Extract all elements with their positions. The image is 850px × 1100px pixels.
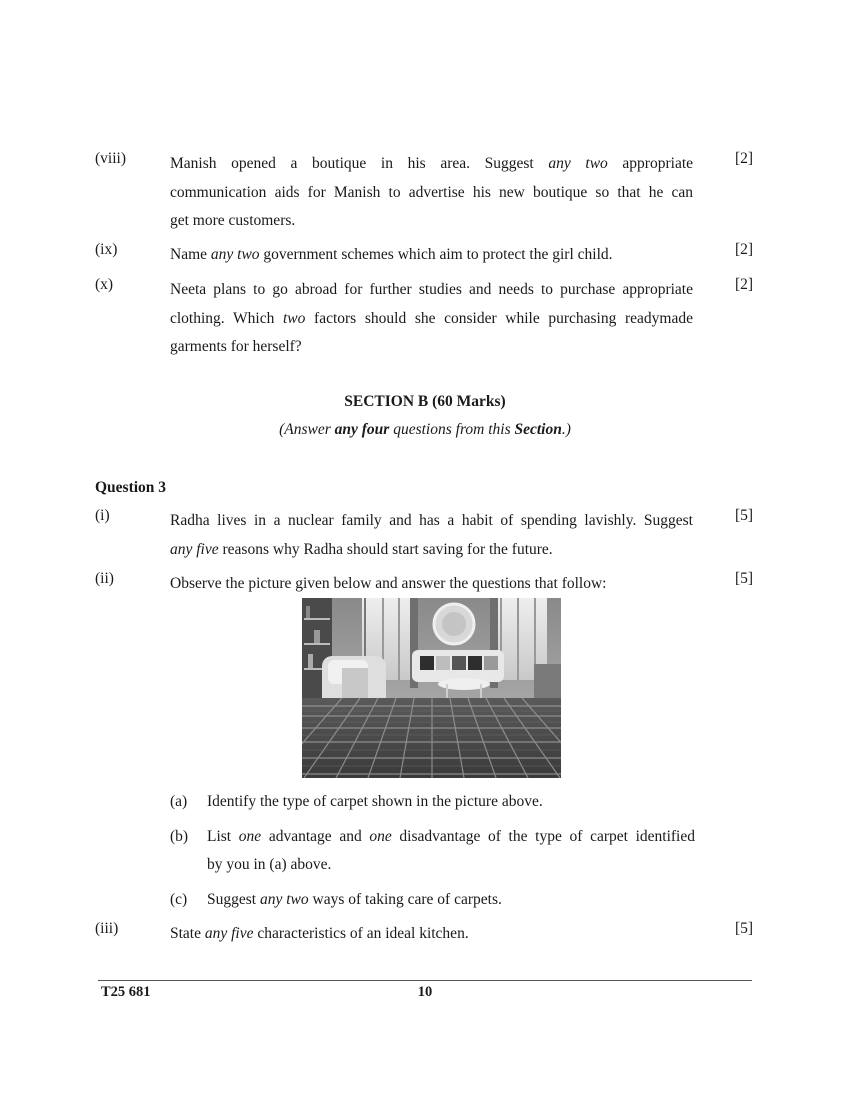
question-number: (x)	[95, 276, 114, 293]
question-number: (ii)	[95, 570, 114, 587]
question-text	[170, 241, 693, 270]
footer-divider	[98, 980, 752, 981]
paper-code: T25 681	[101, 984, 151, 1000]
section-title: SECTION B (60 Marks)	[344, 393, 506, 410]
section-instructions: (Answer any four questions from this Section.)	[279, 421, 571, 438]
marks-label: [5]	[735, 570, 754, 587]
text-line: by you in (a) above.	[207, 856, 332, 873]
question-text	[170, 507, 693, 564]
marks-label: [2]	[735, 241, 754, 258]
text-line: communication aids for Manish to advertise his new boutique so that he can	[170, 183, 693, 201]
text-line: Observe the picture given below and answer the questions that follow:	[170, 575, 607, 592]
sub-question-letter: (c)	[170, 891, 188, 908]
marks-label: [5]	[735, 920, 754, 937]
text-line: Neeta plans to go abroad for further studies and needs to purchase appropriate	[170, 281, 693, 298]
sub-question-text: Identify the type of carpet shown in the picture above.	[207, 793, 543, 810]
marks-label: [5]	[735, 507, 754, 524]
text-line: clothing. Which two factors should she consider while purchasing readymade	[170, 309, 693, 327]
question-number: (ix)	[95, 241, 118, 258]
marks-label: [2]	[735, 276, 754, 293]
question-number: (viii)	[95, 150, 126, 167]
sub-question-text: Suggest any two ways of taking care of carpets.	[207, 891, 502, 908]
text-line: garments for herself?	[170, 338, 302, 355]
question-text	[170, 150, 693, 236]
question-text	[170, 570, 693, 599]
marks-label: [2]	[735, 150, 754, 167]
sub-question-letter: (b)	[170, 828, 189, 845]
text-line: List one advantage and one disadvantage of the type of carpet identified	[207, 828, 695, 845]
text-line: Radha lives in a nuclear family and has a habit of spending lavishly. Suggest	[170, 512, 693, 529]
page-number: 10	[417, 984, 433, 1000]
sub-question-text	[207, 823, 695, 879]
text-line: Manish opened a boutique in his area. Suggest any two appropriate	[170, 155, 694, 172]
question-number: (iii)	[95, 920, 119, 937]
text-line: get more customers.	[170, 212, 296, 229]
text-line: Name any two government schemes which aim to protect the girl child.	[170, 246, 613, 263]
question-text	[170, 920, 693, 949]
text-line: State any five characteristics of an ideal kitchen.	[170, 925, 469, 942]
sub-question-letter: (a)	[170, 793, 188, 810]
question-number: (i)	[95, 507, 110, 524]
living-room-carpet-image	[302, 598, 561, 778]
text-line: any five reasons why Radha should start saving for the future.	[170, 540, 553, 558]
question-text	[170, 276, 693, 362]
question-heading: Question 3	[95, 479, 167, 496]
